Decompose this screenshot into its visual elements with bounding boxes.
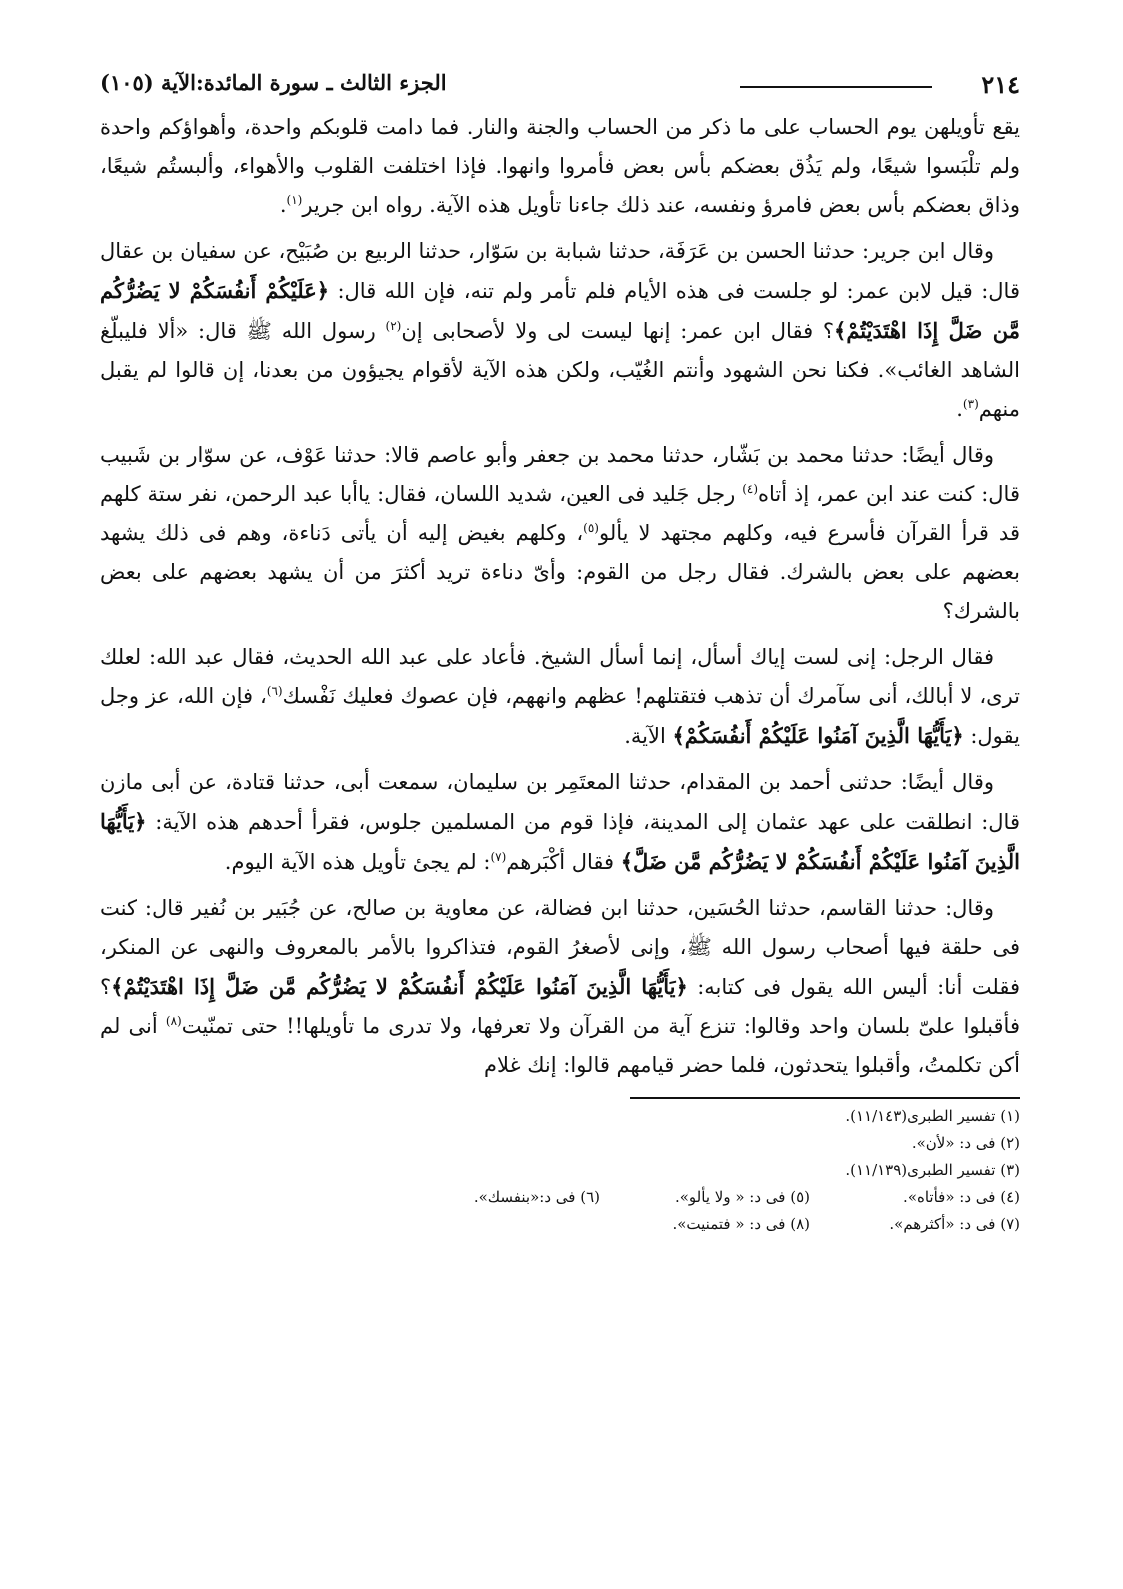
footnote-ref: (٤) <box>742 482 759 496</box>
text-segment: الآية. <box>624 724 673 748</box>
paragraph <box>100 232 1020 429</box>
text-segment: فقال الرجل: إنى لست إياك أسأل، إنما أسأل الشيخ. فأعاد على عبد الله الحديث، فقال عبد الله: لعلك ترى، لا أبالك، أنى سآمرك أن تذهب فتقتلهم! عظهم وانههم، فإن عصوك فعليك نَفْسك <box>100 645 1020 708</box>
text-segment: رسول الله ﷺ قال: «ألا فليبلّغ الشاهد الغائب». فكنا نحن الشهود وأنتم الغُيّب، ولكن هذه الآية لأقوام يجيؤون من بعدنا، إن قالوا لم يقبل منهم <box>100 319 1020 421</box>
text-segment: ؟ فأقبلوا علىّ بلسان واحد وقالوا: تنزع آية من القرآن ولا تعرفها، ولا تدرى ما تأويلها!! حتى تمنّيت <box>100 975 1020 1038</box>
paragraph <box>100 108 1020 225</box>
footnote-ref: (١) <box>286 193 303 207</box>
footnote-ref: (٢) <box>385 319 402 333</box>
footnote-7: (٧) فى د: «أكثرهم». <box>889 1215 1020 1233</box>
footnote-separator <box>630 1097 1020 1099</box>
text-segment: وقال أيضًا: حدثنا محمد بن بَشّار، حدثنا محمد بن جعفر وأبو عاصم قالا: حدثنا عَوْف، عن سوّار بن شَبيب قال: كنت عند ابن عمر، إذ أتاه <box>100 443 1020 506</box>
text-segment: ؟ فقال ابن عمر: إنها ليست لى ولا لأصحابى إن <box>401 319 835 343</box>
text-segment: يقع تأويلهن يوم الحساب على ما ذكر من الحساب والجنة والنار. فما دامت قلوبكم واحدة، وأهواؤكم واحدة ولم تلْبَسوا شيعًا، ولم يَذُق بعضكم بأس بعض فأمروا وانهوا. فإذا اختلفت القلوب والأهواء، وألبستُم شيعًا، وذاق بعضكم بأس بعض فامرؤ ونفسه، عند ذلك جاءنا تأويل هذه الآية. رواه ابن جرير <box>100 115 1020 217</box>
footnote-6: (٦) فى د:«بنفسك». <box>473 1188 600 1206</box>
footnote-ref: (٣) <box>962 397 979 411</box>
footnote-4: (٤) فى د: «فأتاه». <box>903 1188 1020 1206</box>
text-segment: . <box>279 193 287 217</box>
footnote-row-4-6 <box>100 1184 1020 1211</box>
footnote-2: (٢) فى د: «لأن». <box>911 1134 1020 1152</box>
text-segment: فقال أكْبَرهم <box>506 850 621 874</box>
text-segment: ، فإن الله، عز وجل يقول: <box>100 684 1020 748</box>
quran-quote: ﴿يَأَيُّهَا الَّذِينَ آمَنُوا عَلَيْكُمْ أَنفُسَكُمْ﴾ <box>672 723 964 748</box>
footnote-3: (٣) تفسير الطبرى(١١/١٣٩). <box>845 1161 1020 1179</box>
text-segment: . <box>956 397 963 421</box>
footnote-8: (٨) فى د: « فتمنيت». <box>672 1215 810 1233</box>
footnote-ref: (٥) <box>583 521 599 535</box>
body-text <box>100 108 1020 1085</box>
quran-quote: ﴿عَلَيْكُمْ أَنفُسَكُمْ لا يَضُرُّكُم مَّن ضَلَّ إِذَا اهْتَدَيْتُمْ﴾ <box>100 278 1020 343</box>
page-header <box>100 70 1020 108</box>
text-segment: وقال ابن جرير: حدثنا الحسن بن عَرَفَة، حدثنا شبابة بن سَوّار، حدثنا الربيع بن صُبَيْح، عن سفيان بن عقال قال: قيل لابن عمر: لو جلست فى هذه الأيام فلم تأمر ولم تنه، فإن الله قال: <box>100 239 1020 303</box>
footnote-ref: (٦) <box>266 684 283 698</box>
footnote-1: (١) تفسير الطبرى(١١/١٤٣). <box>845 1107 1020 1125</box>
text-segment: أنى لم أكن تكلمتُ، وأقبلوا يتحدثون، فلما حضر قيامهم قالوا: إنك غلام <box>100 1014 1020 1077</box>
quran-quote: ﴿يَأَيُّهَا الَّذِينَ آمَنُوا عَلَيْكُمْ أَنفُسَكُمْ لا يَضُرُّكُم مَّن ضَلَّ إِذَا اهْتَدَيْتُمْ﴾ <box>111 974 688 999</box>
header-rule <box>740 86 932 88</box>
document-page <box>100 70 1020 1238</box>
text-segment: رجل جَليد فى العين، شديد اللسان، فقال: ياأبا عبد الرحمن، نفر ستة كلهم قد قرأ القرآن فأسرع فيه، وكلهم مجتهد لا يألو <box>100 482 1020 545</box>
page-number: ٢١٤ <box>981 70 1020 99</box>
quran-quote: ﴿يَأَيُّهَا الَّذِينَ آمَنُوا عَلَيْكُمْ أَنفُسَكُمْ لا يَضُرُّكُم مَّن ضَلَّ﴾ <box>100 809 1020 874</box>
footnote-row-7-8 <box>100 1211 1020 1238</box>
text-segment: وقال: حدثنا القاسم، حدثنا الحُسَين، حدثنا ابن فضالة، عن معاوية بن صالح، عن جُبَير بن نُفير قال: كنت فى حلقة فيها أصحاب رسول الله ﷺ، وإنى لأصغرُ القوم، فتذاكروا بالأمر بالمعروف والنهى عن المنكر، فقلت أنا: أليس الله يقول فى كتابه: <box>100 896 1020 999</box>
text-segment: وقال أيضًا: حدثنى أحمد بن المقدام، حدثنا المعتَمِر بن سليمان، سمعت أبى، حدثنا قتادة، عن أبى مازن قال: انطلقت على عهد عثمان إلى المدينة، فإذا قوم من المسلمين جلوس، فقرأ أحدهم هذه الآية: <box>100 770 1020 834</box>
text-segment: ، وكلهم بغيض إليه أن يأتى دَناءة، وهم فى ذلك يشهد بعضهم على بعض بالشرك. فقال رجل من القوم: وأىّ دناءة تريد أكثرَ من أن يشهد بعضهم على بعض بالشرك؟ <box>100 521 1020 623</box>
footnote-ref: (٨) <box>165 1014 182 1028</box>
paragraph <box>100 763 1020 882</box>
text-segment: : لم يجئ تأويل هذه الآية اليوم. <box>224 850 491 874</box>
footnote-ref: (٧) <box>490 850 507 864</box>
paragraph <box>100 889 1020 1085</box>
footnote-5: (٥) فى د: « ولا يألو». <box>674 1188 810 1206</box>
paragraph <box>100 436 1020 631</box>
footnotes <box>100 1103 1020 1238</box>
running-title: الجزء الثالث ـ سورة المائدة:الآية (١٠٥) <box>100 70 447 95</box>
paragraph <box>100 638 1020 756</box>
